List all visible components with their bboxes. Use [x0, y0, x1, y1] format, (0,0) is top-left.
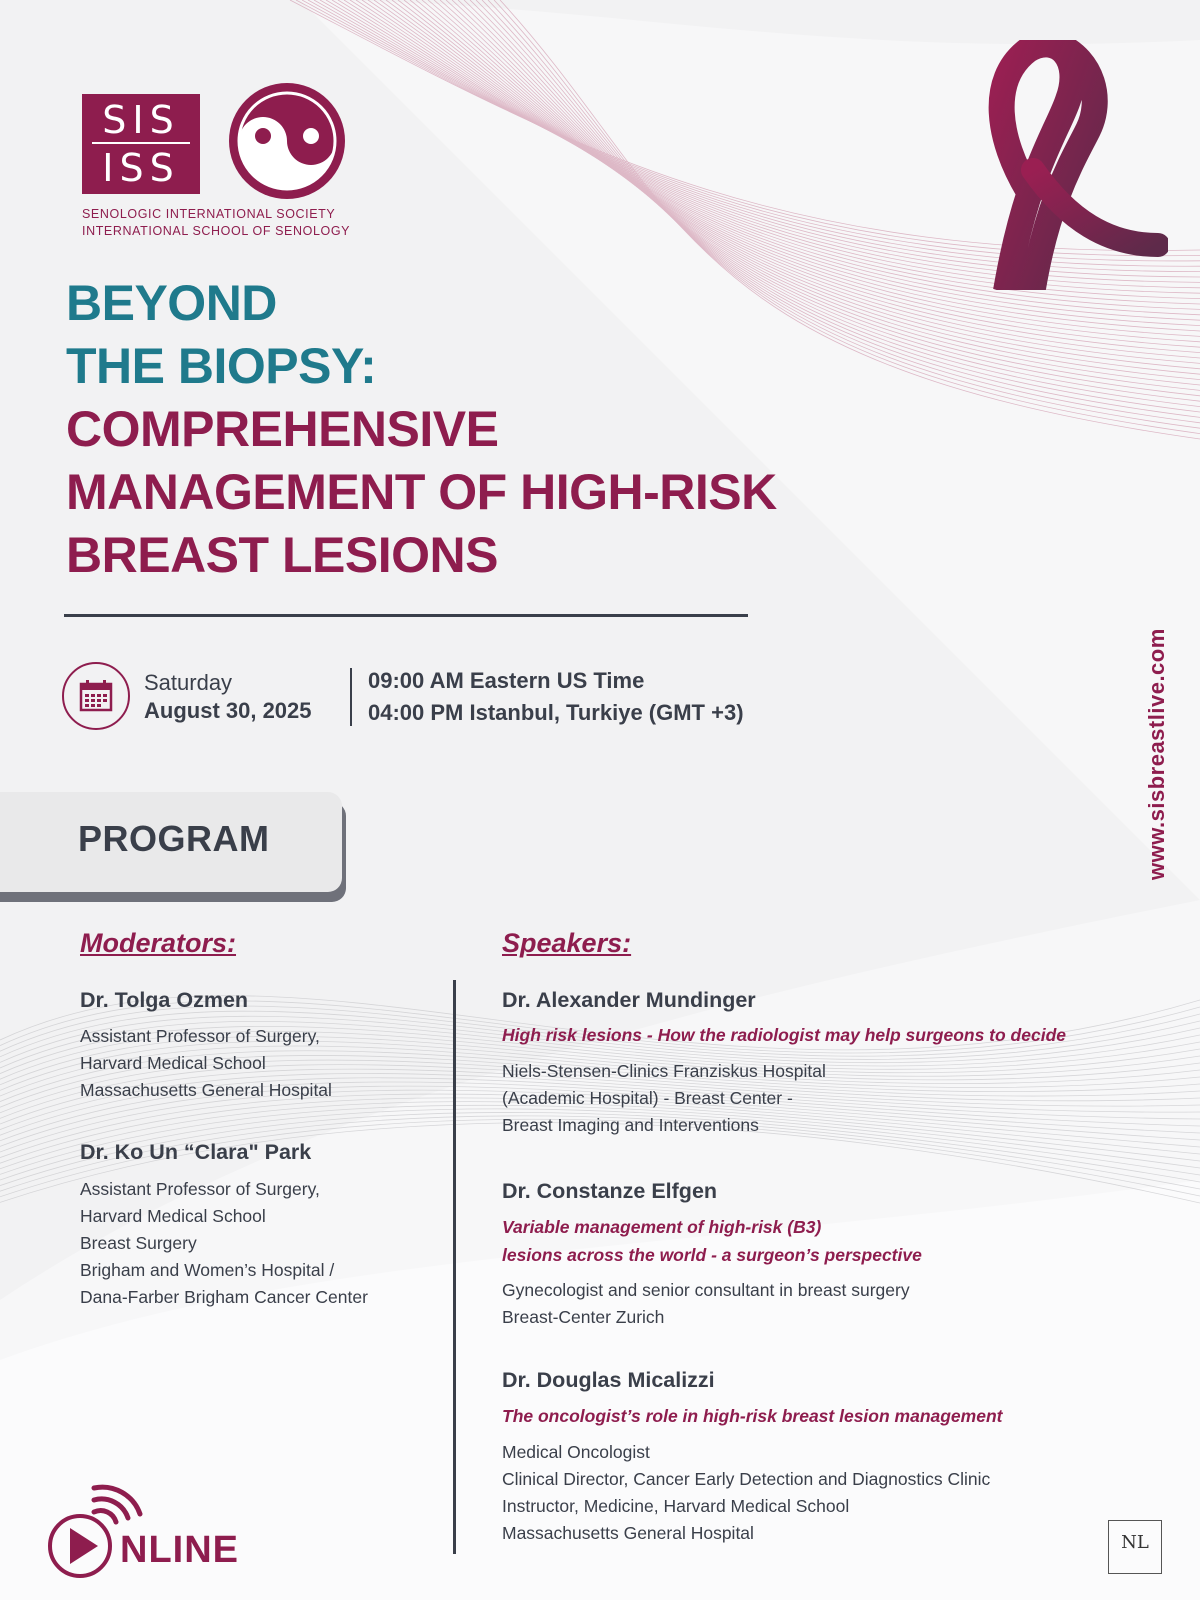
title-line-5: BREAST LESIONS [66, 527, 498, 583]
logo-line-2: ISS [102, 146, 180, 190]
event-day: Saturday [144, 670, 233, 695]
ribbon-icon [988, 40, 1168, 290]
affiliation-line: Breast Surgery [80, 1233, 197, 1253]
event-time-us: 09:00 AM Eastern US Time [368, 668, 645, 693]
speaker-affiliation [502, 1277, 910, 1331]
talk-line: The oncologist’s role in high-risk breast lesion management [502, 1406, 1003, 1426]
calendar-icon [62, 662, 130, 730]
nl-logo [1108, 1520, 1162, 1574]
talk-line: lesions across the world - a surgeon’s perspective [502, 1245, 922, 1265]
wifi-icon [90, 1478, 150, 1528]
speaker-affiliation [502, 1439, 990, 1547]
title-line-1: BEYOND [66, 275, 277, 331]
moderator-name: Dr. Ko Un “Clara" Park [80, 1140, 312, 1164]
program-label: PROGRAM [78, 818, 270, 859]
moderator-affiliation [80, 1176, 368, 1311]
affiliation-line: Breast Imaging and Interventions [502, 1115, 759, 1135]
speaker-name: Dr. Constanze Elfgen [502, 1179, 718, 1203]
affiliation-line: Harvard Medical School [80, 1053, 266, 1073]
speaker-talk-title [502, 1402, 1002, 1430]
affiliation-line: Brigham and Women’s Hospital / [80, 1260, 335, 1280]
affiliation-line: Breast-Center Zurich [502, 1307, 665, 1327]
affiliation-line: (Academic Hospital) - Breast Center - [502, 1088, 793, 1108]
affiliation-line: Massachusetts General Hospital [80, 1080, 332, 1100]
affiliation-line: Medical Oncologist [502, 1442, 650, 1462]
speaker-name: Dr. Alexander Mundinger [502, 988, 756, 1012]
affiliation-line: Gynecologist and senior consultant in breast surgery [502, 1280, 910, 1300]
moderator-affiliation [80, 1023, 332, 1104]
affiliation-line: Clinical Director, Cancer Early Detection and Diagnostics Clinic [502, 1469, 991, 1489]
logo-caption-2: INTERNATIONAL SCHOOL OF SENOLOGY [82, 224, 351, 238]
title-line-4: MANAGEMENT OF HIGH-RISK [66, 464, 777, 520]
event-time-istanbul: 04:00 PM Istanbul, Turkiye (GMT +3) [368, 700, 744, 725]
speaker-name: Dr. Douglas Micalizzi [502, 1368, 715, 1392]
affiliation-line: Dana-Farber Brigham Cancer Center [80, 1287, 368, 1307]
affiliation-line: Niels-Stensen-Clinics Franziskus Hospital [502, 1061, 826, 1081]
moderator-name: Dr. Tolga Ozmen [80, 988, 249, 1012]
sis-logo-box [82, 94, 200, 194]
affiliation-line: Massachusetts General Hospital [502, 1523, 754, 1543]
logo-caption-1: SENOLOGIC INTERNATIONAL SOCIETY [82, 207, 336, 221]
affiliation-line: Assistant Professor of Surgery, [80, 1179, 320, 1199]
yin-yang-icon [226, 80, 348, 202]
title-line-3: COMPREHENSIVE [66, 401, 499, 457]
event-date: August 30, 2025 [144, 698, 312, 723]
speaker-affiliation [502, 1058, 826, 1139]
speaker-talk-title [502, 1213, 922, 1269]
event-title [66, 272, 777, 587]
speaker-talk-title [502, 1021, 1066, 1049]
talk-line: Variable management of high-risk (B3) [502, 1217, 822, 1237]
moderators-heading: Moderators: [80, 928, 237, 958]
title-line-2: THE BIOPSY: [66, 338, 377, 394]
nl-logo-text: NL [1121, 1532, 1149, 1553]
logo-caption [82, 206, 382, 240]
column-separator [453, 980, 456, 1554]
logo-line-1: SIS [102, 98, 180, 142]
online-label: NLINE [120, 1529, 239, 1571]
logo-divider [92, 142, 190, 144]
datetime-separator [350, 668, 352, 726]
website-link[interactable]: www.sisbreastlive.com [1144, 628, 1169, 880]
affiliation-line: Instructor, Medicine, Harvard Medical School [502, 1496, 850, 1516]
title-divider [64, 614, 748, 617]
speakers-heading: Speakers: [502, 928, 632, 958]
affiliation-line: Assistant Professor of Surgery, [80, 1026, 320, 1046]
affiliation-line: Harvard Medical School [80, 1206, 266, 1226]
talk-line: High risk lesions - How the radiologist may help surgeons to decide [502, 1025, 1066, 1045]
